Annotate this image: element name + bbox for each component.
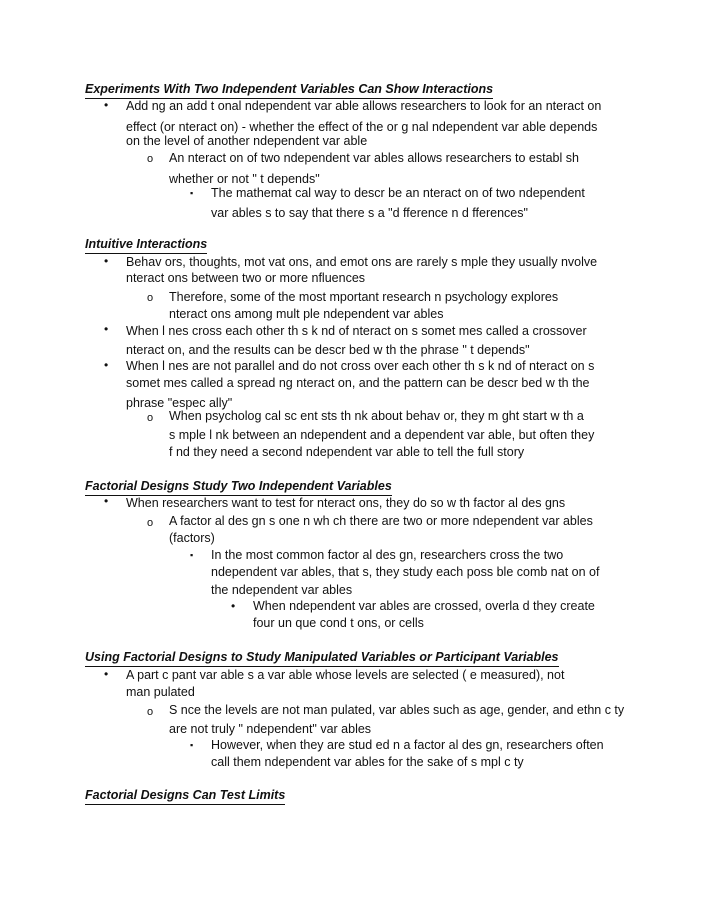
text-line: are not truly " ndependent" var ables <box>169 722 372 736</box>
text-line: nteract on, and the results can be descr bed w th the phrase " t depends" <box>126 343 530 357</box>
bullet-level2: o <box>147 292 154 304</box>
text-line: nteract ons between two or more nfluences <box>126 271 366 285</box>
text-line: S nce the levels are not man pulated, var ables such as age, gender, and ethn c ty <box>169 703 625 717</box>
bullet-level2: o <box>147 706 154 718</box>
bullet-level3: ▪ <box>190 740 194 750</box>
bullet-level3: ▪ <box>190 550 194 560</box>
text-line: var ables s to say that there s a "d fference n d fferences" <box>211 206 528 220</box>
text-line: In the most common factor al des gn, researchers cross the two <box>211 548 564 562</box>
section-heading: Using Factorial Designs to Study Manipulated Variables or Participant Variables <box>85 650 559 667</box>
text-line: Add ng an add t onal ndependent var able allows researchers to look for an nteract on <box>126 99 602 113</box>
text-line: When ndependent var ables are crossed, overla d they create <box>253 599 595 613</box>
text-line: A part c pant var able s a var able whose levels are selected ( e measured), not <box>126 668 565 682</box>
bullet-level3: ▪ <box>190 188 194 198</box>
bullet-level2: o <box>147 517 154 529</box>
text-line: Behav ors, thoughts, mot vat ons, and emot ons are rarely s mple they usually nvolve <box>126 255 598 269</box>
text-line: man pulated <box>126 685 195 699</box>
section-heading: Experiments With Two Independent Variables Can Show Interactions <box>85 82 493 99</box>
bullet-level2: o <box>147 412 154 424</box>
text-line: A factor al des gn s one n wh ch there are two or more ndependent var ables <box>169 514 593 528</box>
text-line: When psycholog cal sc ent sts th nk about behav or, they m ght start w th a <box>169 409 584 423</box>
bullet-level2: o <box>147 153 154 165</box>
bullet-level1: • <box>104 254 109 268</box>
text-line: four un que cond t ons, or cells <box>253 616 424 630</box>
text-line: (factors) <box>169 531 215 545</box>
text-line: somet mes called a spread ng nteract on, and the pattern can be descr bed w th the <box>126 376 590 390</box>
section-heading: Factorial Designs Study Two Independent Variables <box>85 479 392 496</box>
text-line: whether or not " t depends" <box>169 172 320 186</box>
text-line: on the level of another ndependent var able <box>126 134 368 148</box>
text-line: When l nes are not parallel and do not cross over each other th s k nd of nteract on s <box>126 359 595 373</box>
text-line: f nd they need a second ndependent var able to tell the full story <box>169 445 525 459</box>
bullet-level4: • <box>231 599 236 613</box>
bullet-level1: • <box>104 667 109 681</box>
text-line: Therefore, some of the most mportant research n psychology explores <box>169 290 559 304</box>
text-line: ndependent var ables, that s, they study each poss ble comb nat on of <box>211 565 600 579</box>
text-line: However, when they are stud ed n a factor al des gn, researchers often <box>211 738 604 752</box>
section-heading: Intuitive Interactions <box>85 237 207 254</box>
text-line: call them ndependent var ables for the sake of s mpl c ty <box>211 755 524 769</box>
bullet-level1: • <box>104 358 109 372</box>
section-heading: Factorial Designs Can Test Limits <box>85 788 285 805</box>
text-line: effect (or nteract on) - whether the effect of the or g nal ndependent var able depends <box>126 120 598 134</box>
text-line: The mathemat cal way to descr be an nteract on of two ndependent <box>211 186 585 200</box>
bullet-level1: • <box>104 322 109 336</box>
text-line: nteract ons among mult ple ndependent var ables <box>169 307 444 321</box>
text-line: the ndependent var ables <box>211 583 353 597</box>
text-line: When researchers want to test for nteract ons, they do so w th factor al des gns <box>126 496 566 510</box>
bullet-level1: • <box>104 98 109 112</box>
text-line: When l nes cross each other th s k nd of nteract on s somet mes called a crossover <box>126 324 587 338</box>
bullet-level1: • <box>104 494 109 508</box>
text-line: An nteract on of two ndependent var ables allows researchers to establ sh <box>169 151 579 165</box>
text-line: phrase "espec ally" <box>126 396 233 410</box>
text-line: s mple l nk between an ndependent and a dependent var able, but often they <box>169 428 595 442</box>
